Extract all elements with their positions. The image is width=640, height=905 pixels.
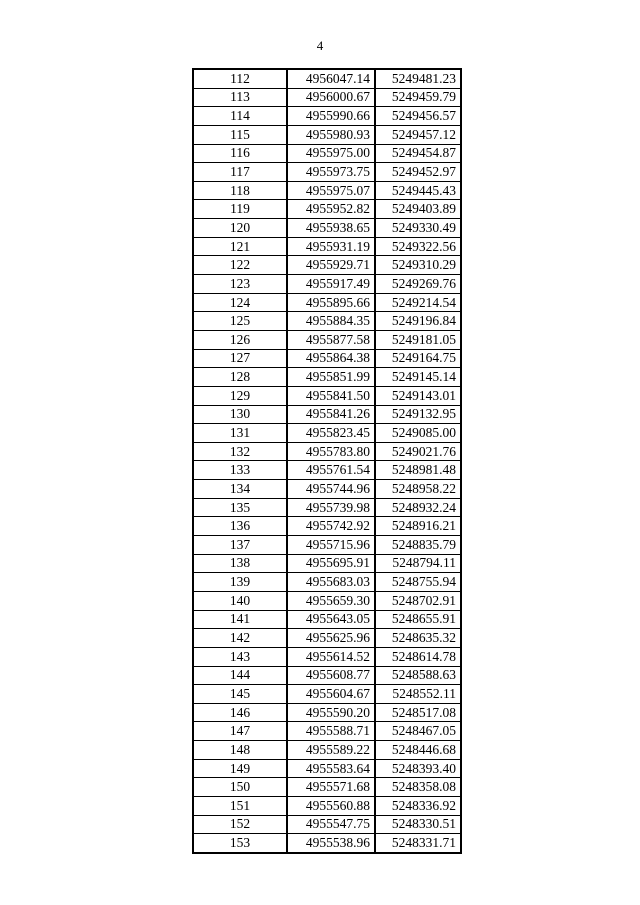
point-number-cell: 125 bbox=[193, 312, 287, 331]
x-coordinate-cell: 4956000.67 bbox=[287, 88, 375, 107]
x-coordinate-cell: 4955980.93 bbox=[287, 125, 375, 144]
y-coordinate-cell: 5249143.01 bbox=[375, 386, 461, 405]
y-coordinate-cell: 5249403.89 bbox=[375, 200, 461, 219]
y-coordinate-cell: 5249181.05 bbox=[375, 330, 461, 349]
y-coordinate-cell: 5249452.97 bbox=[375, 163, 461, 182]
y-coordinate-cell: 5249214.54 bbox=[375, 293, 461, 312]
x-coordinate-cell: 4955895.66 bbox=[287, 293, 375, 312]
table-row bbox=[193, 778, 461, 797]
x-coordinate-cell: 4955715.96 bbox=[287, 536, 375, 555]
table-row bbox=[193, 498, 461, 517]
point-number-cell: 115 bbox=[193, 125, 287, 144]
x-coordinate-cell: 4955590.20 bbox=[287, 703, 375, 722]
y-coordinate-cell: 5249330.49 bbox=[375, 219, 461, 238]
x-coordinate-cell: 4955560.88 bbox=[287, 796, 375, 815]
point-number-cell: 147 bbox=[193, 722, 287, 741]
y-coordinate-cell: 5249322.56 bbox=[375, 237, 461, 256]
table-row bbox=[193, 703, 461, 722]
x-coordinate-cell: 4955625.96 bbox=[287, 629, 375, 648]
table-row bbox=[193, 796, 461, 815]
y-coordinate-cell: 5248958.22 bbox=[375, 480, 461, 499]
table-row bbox=[193, 312, 461, 331]
x-coordinate-cell: 4955975.07 bbox=[287, 181, 375, 200]
point-number-cell: 112 bbox=[193, 69, 287, 88]
table-row bbox=[193, 107, 461, 126]
table-row bbox=[193, 200, 461, 219]
y-coordinate-cell: 5249459.79 bbox=[375, 88, 461, 107]
point-number-cell: 136 bbox=[193, 517, 287, 536]
point-number-cell: 118 bbox=[193, 181, 287, 200]
y-coordinate-cell: 5249310.29 bbox=[375, 256, 461, 275]
point-number-cell: 151 bbox=[193, 796, 287, 815]
y-coordinate-cell: 5248588.63 bbox=[375, 666, 461, 685]
table-row bbox=[193, 424, 461, 443]
point-number-cell: 117 bbox=[193, 163, 287, 182]
y-coordinate-cell: 5249132.95 bbox=[375, 405, 461, 424]
x-coordinate-cell: 4955608.77 bbox=[287, 666, 375, 685]
y-coordinate-cell: 5249456.57 bbox=[375, 107, 461, 126]
page-number: 4 bbox=[316, 38, 324, 53]
table-row bbox=[193, 759, 461, 778]
x-coordinate-cell: 4955975.00 bbox=[287, 144, 375, 163]
x-coordinate-cell: 4955973.75 bbox=[287, 163, 375, 182]
y-coordinate-cell: 5248467.05 bbox=[375, 722, 461, 741]
point-number-cell: 133 bbox=[193, 461, 287, 480]
table-row bbox=[193, 591, 461, 610]
y-coordinate-cell: 5248655.91 bbox=[375, 610, 461, 629]
point-number-cell: 148 bbox=[193, 741, 287, 760]
x-coordinate-cell: 4955761.54 bbox=[287, 461, 375, 480]
table-row bbox=[193, 275, 461, 294]
x-coordinate-cell: 4955571.68 bbox=[287, 778, 375, 797]
x-coordinate-cell: 4955823.45 bbox=[287, 424, 375, 443]
y-coordinate-cell: 5249145.14 bbox=[375, 368, 461, 387]
table-row bbox=[193, 536, 461, 555]
x-coordinate-cell: 4955938.65 bbox=[287, 219, 375, 238]
table-row bbox=[193, 815, 461, 834]
table-row bbox=[193, 69, 461, 88]
table-row bbox=[193, 349, 461, 368]
x-coordinate-cell: 4955851.99 bbox=[287, 368, 375, 387]
table-row bbox=[193, 442, 461, 461]
x-coordinate-cell: 4955742.92 bbox=[287, 517, 375, 536]
x-coordinate-cell: 4955744.96 bbox=[287, 480, 375, 499]
table-row bbox=[193, 163, 461, 182]
x-coordinate-cell: 4955884.35 bbox=[287, 312, 375, 331]
table-row bbox=[193, 368, 461, 387]
x-coordinate-cell: 4955841.26 bbox=[287, 405, 375, 424]
x-coordinate-cell: 4955783.80 bbox=[287, 442, 375, 461]
point-number-cell: 134 bbox=[193, 480, 287, 499]
y-coordinate-cell: 5249164.75 bbox=[375, 349, 461, 368]
table-row bbox=[193, 480, 461, 499]
x-coordinate-cell: 4955929.71 bbox=[287, 256, 375, 275]
y-coordinate-cell: 5248614.78 bbox=[375, 647, 461, 666]
point-number-cell: 132 bbox=[193, 442, 287, 461]
y-coordinate-cell: 5249021.76 bbox=[375, 442, 461, 461]
y-coordinate-cell: 5249457.12 bbox=[375, 125, 461, 144]
point-number-cell: 120 bbox=[193, 219, 287, 238]
x-coordinate-cell: 4955931.19 bbox=[287, 237, 375, 256]
coordinates-table bbox=[192, 68, 462, 854]
y-coordinate-cell: 5248635.32 bbox=[375, 629, 461, 648]
x-coordinate-cell: 4956047.14 bbox=[287, 69, 375, 88]
y-coordinate-cell: 5248393.40 bbox=[375, 759, 461, 778]
point-number-cell: 153 bbox=[193, 834, 287, 853]
table-row bbox=[193, 666, 461, 685]
point-number-cell: 113 bbox=[193, 88, 287, 107]
y-coordinate-cell: 5248517.08 bbox=[375, 703, 461, 722]
table-row bbox=[193, 722, 461, 741]
y-coordinate-cell: 5248702.91 bbox=[375, 591, 461, 610]
x-coordinate-cell: 4955952.82 bbox=[287, 200, 375, 219]
point-number-cell: 123 bbox=[193, 275, 287, 294]
point-number-cell: 128 bbox=[193, 368, 287, 387]
x-coordinate-cell: 4955604.67 bbox=[287, 685, 375, 704]
point-number-cell: 127 bbox=[193, 349, 287, 368]
y-coordinate-cell: 5248336.92 bbox=[375, 796, 461, 815]
x-coordinate-cell: 4955739.98 bbox=[287, 498, 375, 517]
point-number-cell: 131 bbox=[193, 424, 287, 443]
point-number-cell: 122 bbox=[193, 256, 287, 275]
x-coordinate-cell: 4955547.75 bbox=[287, 815, 375, 834]
table-row bbox=[193, 517, 461, 536]
table-row bbox=[193, 237, 461, 256]
table-row bbox=[193, 330, 461, 349]
table-row bbox=[193, 181, 461, 200]
table-row bbox=[193, 610, 461, 629]
point-number-cell: 142 bbox=[193, 629, 287, 648]
table-row bbox=[193, 88, 461, 107]
table-row bbox=[193, 405, 461, 424]
x-coordinate-cell: 4955683.03 bbox=[287, 573, 375, 592]
y-coordinate-cell: 5249445.43 bbox=[375, 181, 461, 200]
table-row bbox=[193, 629, 461, 648]
table-row bbox=[193, 573, 461, 592]
point-number-cell: 126 bbox=[193, 330, 287, 349]
y-coordinate-cell: 5248916.21 bbox=[375, 517, 461, 536]
point-number-cell: 144 bbox=[193, 666, 287, 685]
table-row bbox=[193, 293, 461, 312]
y-coordinate-cell: 5248552.11 bbox=[375, 685, 461, 704]
point-number-cell: 150 bbox=[193, 778, 287, 797]
coordinates-table-body bbox=[193, 69, 461, 853]
table-row bbox=[193, 647, 461, 666]
x-coordinate-cell: 4955538.96 bbox=[287, 834, 375, 853]
table-row bbox=[193, 386, 461, 405]
point-number-cell: 114 bbox=[193, 107, 287, 126]
point-number-cell: 140 bbox=[193, 591, 287, 610]
y-coordinate-cell: 5248794.11 bbox=[375, 554, 461, 573]
table-row bbox=[193, 685, 461, 704]
y-coordinate-cell: 5249269.76 bbox=[375, 275, 461, 294]
y-coordinate-cell: 5249454.87 bbox=[375, 144, 461, 163]
x-coordinate-cell: 4955643.05 bbox=[287, 610, 375, 629]
x-coordinate-cell: 4955589.22 bbox=[287, 741, 375, 760]
x-coordinate-cell: 4955695.91 bbox=[287, 554, 375, 573]
x-coordinate-cell: 4955877.58 bbox=[287, 330, 375, 349]
x-coordinate-cell: 4955864.38 bbox=[287, 349, 375, 368]
x-coordinate-cell: 4955841.50 bbox=[287, 386, 375, 405]
point-number-cell: 143 bbox=[193, 647, 287, 666]
table-row bbox=[193, 144, 461, 163]
point-number-cell: 141 bbox=[193, 610, 287, 629]
point-number-cell: 124 bbox=[193, 293, 287, 312]
y-coordinate-cell: 5248358.08 bbox=[375, 778, 461, 797]
y-coordinate-cell: 5249196.84 bbox=[375, 312, 461, 331]
y-coordinate-cell: 5248835.79 bbox=[375, 536, 461, 555]
table-row bbox=[193, 461, 461, 480]
y-coordinate-cell: 5248755.94 bbox=[375, 573, 461, 592]
table-row bbox=[193, 256, 461, 275]
point-number-cell: 135 bbox=[193, 498, 287, 517]
table-row bbox=[193, 834, 461, 853]
y-coordinate-cell: 5248331.71 bbox=[375, 834, 461, 853]
x-coordinate-cell: 4955614.52 bbox=[287, 647, 375, 666]
point-number-cell: 146 bbox=[193, 703, 287, 722]
x-coordinate-cell: 4955659.30 bbox=[287, 591, 375, 610]
x-coordinate-cell: 4955917.49 bbox=[287, 275, 375, 294]
point-number-cell: 130 bbox=[193, 405, 287, 424]
point-number-cell: 137 bbox=[193, 536, 287, 555]
x-coordinate-cell: 4955588.71 bbox=[287, 722, 375, 741]
point-number-cell: 149 bbox=[193, 759, 287, 778]
table-row bbox=[193, 219, 461, 238]
y-coordinate-cell: 5248932.24 bbox=[375, 498, 461, 517]
x-coordinate-cell: 4955990.66 bbox=[287, 107, 375, 126]
point-number-cell: 152 bbox=[193, 815, 287, 834]
x-coordinate-cell: 4955583.64 bbox=[287, 759, 375, 778]
point-number-cell: 119 bbox=[193, 200, 287, 219]
point-number-cell: 138 bbox=[193, 554, 287, 573]
point-number-cell: 129 bbox=[193, 386, 287, 405]
y-coordinate-cell: 5249481.23 bbox=[375, 69, 461, 88]
point-number-cell: 139 bbox=[193, 573, 287, 592]
table-row bbox=[193, 741, 461, 760]
point-number-cell: 145 bbox=[193, 685, 287, 704]
y-coordinate-cell: 5248446.68 bbox=[375, 741, 461, 760]
y-coordinate-cell: 5248330.51 bbox=[375, 815, 461, 834]
y-coordinate-cell: 5248981.48 bbox=[375, 461, 461, 480]
table-row bbox=[193, 554, 461, 573]
table-row bbox=[193, 125, 461, 144]
y-coordinate-cell: 5249085.00 bbox=[375, 424, 461, 443]
point-number-cell: 116 bbox=[193, 144, 287, 163]
point-number-cell: 121 bbox=[193, 237, 287, 256]
